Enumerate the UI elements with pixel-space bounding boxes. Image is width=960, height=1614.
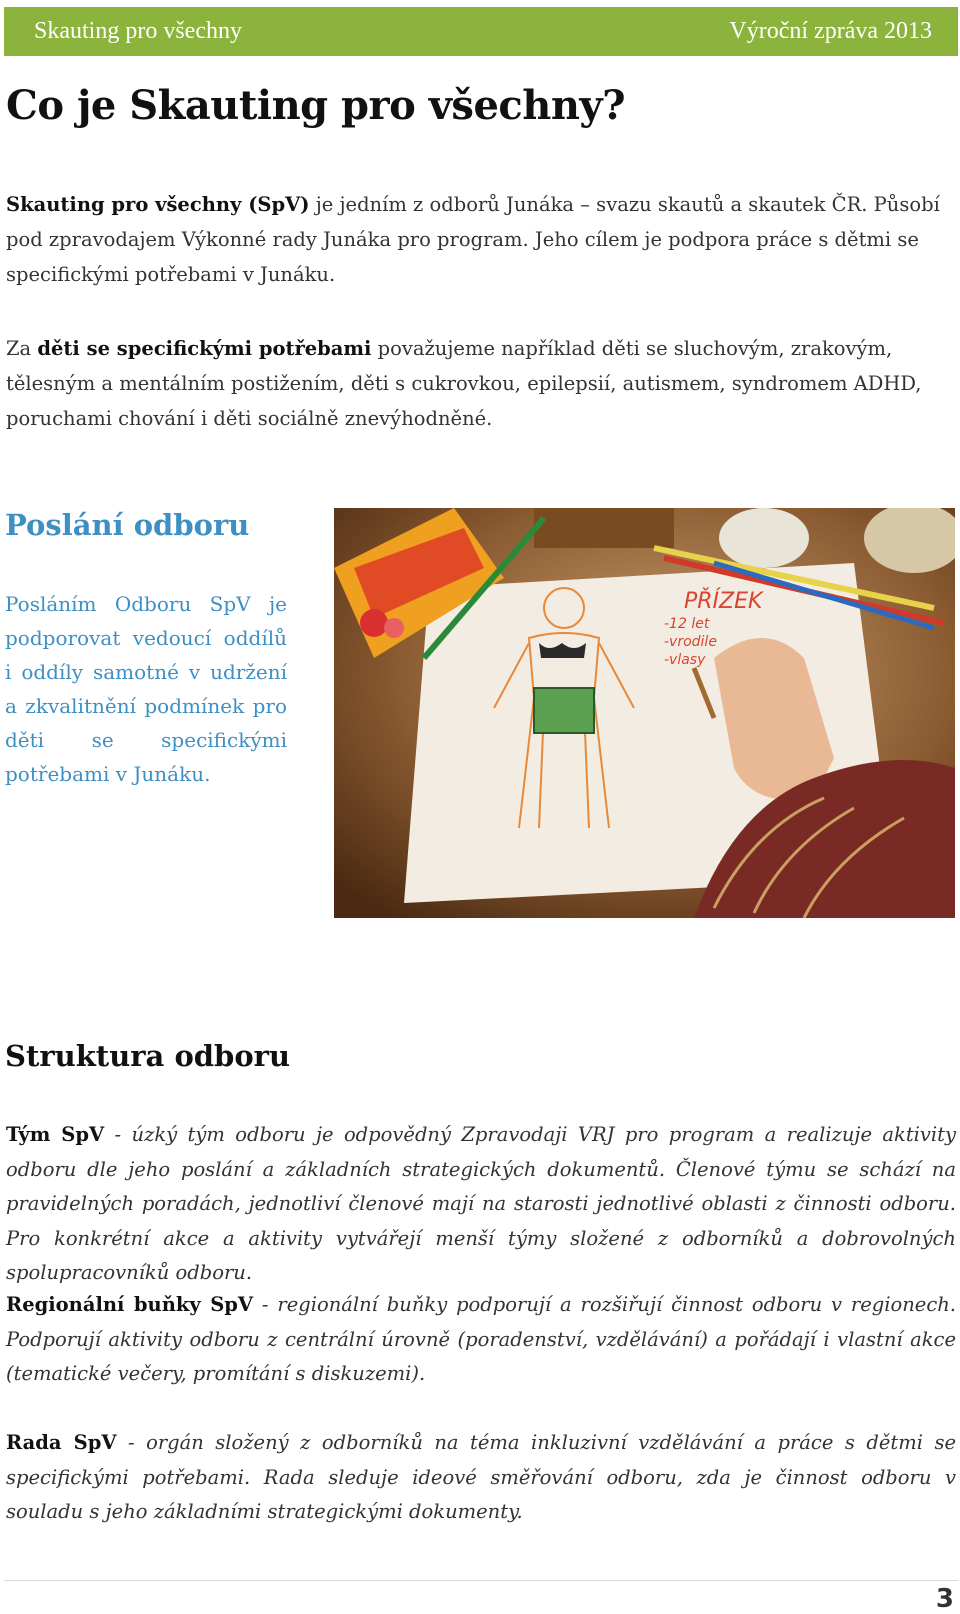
structure-heading: Struktura odboru [5, 1039, 291, 1073]
page-title: Co je Skauting pro všechny? [6, 82, 626, 129]
intro-paragraph-1 [6, 187, 956, 292]
flower-icon-2 [384, 618, 404, 638]
mug [719, 508, 809, 568]
mission-text: Posláním Odboru SpV je podporovat vedoucí oddílů i oddíly samotné v udržení a zkvalitnění podmínek pro děti se specifickými potřebami v Junáku. [5, 592, 287, 786]
council-paragraph [6, 1426, 956, 1530]
regional-bold: Regionální buňky SpV [6, 1293, 254, 1316]
intro1-bold: Skauting pro všechny (SpV) [6, 193, 310, 216]
intro2-pre: Za [6, 337, 38, 360]
drawing-label-3: -vlasy [664, 652, 706, 668]
drawing-photo-illustration [334, 508, 955, 918]
team-bold: Tým SpV [6, 1123, 105, 1146]
team-text: - úzký tým odboru je odpovědný Zpravodaji VRJ pro program a realizuje aktivity odboru dle jeho poslání a základních strategických dokumentů. Členové týmu se schází na pravidelných poradách, jednotliví členové mají na starosti jednotlivé oblasti z činnosti odboru. Pro konkrétní akce a aktivity vytvářejí menší týmy složené z odborníků a dobrovolných spolupracovníků odboru. [6, 1123, 956, 1284]
page-header [4, 7, 958, 56]
council-text: - orgán složený z odborníků na téma inkluzivní vzdělávání a práce s dětmi se specifickými potřebami. Rada sleduje ideové směřování odboru, zda je činnost odboru v souladu s jeho základními strategickými dokumenty. [6, 1431, 956, 1523]
drawing-label-name: PŘÍZEK [684, 589, 763, 614]
regional-text: - regionální buňky podporují a rozšiřují činnost odboru v regionech. Podporují aktivity odboru z centrální úrovně (poradenství, vzdělávání) a pořádají i vlastní akce (tematické večery, promítání s diskuzemi). [6, 1293, 956, 1385]
flower-icon [360, 609, 388, 637]
header-report-title: Výroční zpráva 2013 [729, 18, 932, 44]
team-paragraph [6, 1118, 956, 1291]
intro1-text: je jedním z odborů Junáka – svazu skautů a skautek ČR. Působí pod zpravodajem Výkonné rady Junáka pro program. Jeho cílem je podpora práce s dětmi se specifickými potřebami v Junáku. [6, 193, 940, 286]
header-publication-title: Skauting pro všechny [34, 18, 242, 44]
mission-heading: Poslání odboru [5, 508, 250, 542]
dark-object [534, 508, 674, 548]
drawing-photo [334, 508, 955, 918]
drawn-shorts [534, 688, 594, 733]
page-number: 3 [935, 1584, 954, 1614]
regional-paragraph [6, 1288, 956, 1392]
drawing-label-age: -12 let [664, 616, 710, 632]
intro2-text: považujeme například děti se sluchovým, zrakovým, tělesným a mentálním postižením, děti s cukrovkou, epilepsií, autismem, syndromem ADHD, poruchami chování i děti sociálně znevýhodněné. [6, 337, 922, 430]
drawing-label-2: -vrodile [664, 634, 717, 650]
intro-paragraph-2 [6, 331, 956, 436]
footer-divider [4, 1580, 958, 1581]
council-bold: Rada SpV [6, 1431, 117, 1454]
intro2-bold: děti se specifickými potřebami [37, 337, 372, 360]
